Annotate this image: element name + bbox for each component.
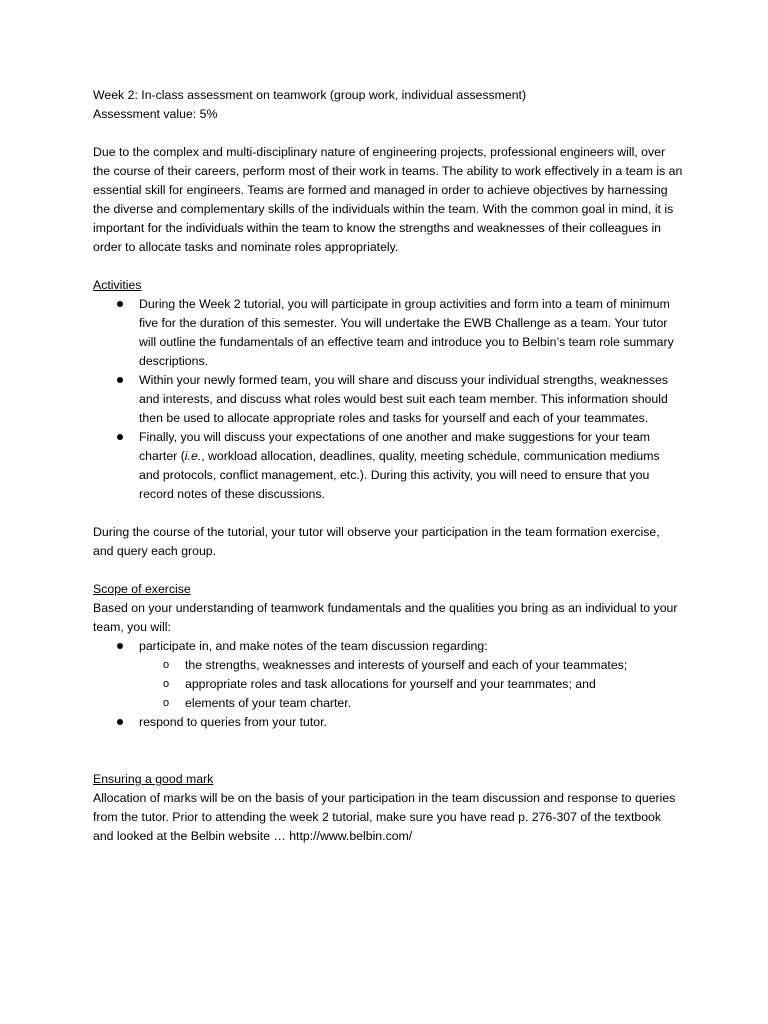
activity-item-italic: i.e. bbox=[184, 449, 202, 463]
scope-heading: Scope of exercise bbox=[93, 582, 191, 596]
activity-item-text: Finally, you will discuss your expectations of one another and make suggestions for your team charter ( bbox=[139, 430, 651, 463]
document-title: Week 2: In-class assessment on teamwork (group work, individual assessment) bbox=[93, 88, 527, 102]
scope-item: participate in, and make notes of the team discussion regarding: bbox=[93, 637, 683, 656]
activity-item-text: , workload allocation, deadlines, quality, meeting schedule, communication mediums and protocols, conflict management, etc.). During this activity, you will need to ensure that you record notes of these discussions. bbox=[139, 449, 660, 501]
assessment-value: Assessment value: 5% bbox=[93, 107, 218, 121]
activities-list bbox=[93, 295, 683, 504]
scope-intro: Based on your understanding of teamwork fundamentals and the qualities you bring as an individual to your team, you will: bbox=[93, 601, 678, 634]
activities-heading: Activities bbox=[93, 278, 142, 292]
activity-item: Within your newly formed team, you will share and discuss your individual strengths, weaknesses and interests, and discuss what roles would best suit each team member. This information should then be used to allocate appropriate roles and tasks for yourself and each of your teammates. bbox=[93, 371, 683, 428]
scope-sub-item: o elements of your team charter. bbox=[93, 694, 683, 713]
observe-paragraph: During the course of the tutorial, your tutor will observe your participation in the team formation exercise, and query each group. bbox=[93, 525, 660, 558]
activity-item: During the Week 2 tutorial, you will participate in group activities and form into a team of minimum five for the duration of this semester. You will undertake the EWB Challenge as a team. Your tutor will outline the fundamentals of an effective team and introduce you to Belbin’s team role summary descriptions. bbox=[93, 295, 683, 371]
good-mark-paragraph: Allocation of marks will be on the basis of your participation in the team discussion and response to queries from the tutor. Prior to attending the week 2 tutorial, make sure you have read p. 276-307 of the textbook and looked at the Belbin website … http://www.belbin.com/ bbox=[93, 791, 676, 843]
good-mark-heading: Ensuring a good mark bbox=[93, 772, 214, 786]
activity-item bbox=[93, 428, 683, 504]
scope-item: respond to queries from your tutor. bbox=[93, 713, 683, 732]
document-page bbox=[93, 86, 683, 846]
scope-list bbox=[93, 637, 683, 732]
scope-sub-item: o the strengths, weaknesses and interests of yourself and each of your teammates; bbox=[93, 656, 683, 675]
scope-sub-item: o appropriate roles and task allocations for yourself and your teammates; and bbox=[93, 675, 683, 694]
intro-paragraph: Due to the complex and multi-disciplinary nature of engineering projects, professional engineers will, over the course of their careers, perform most of their work in teams. The ability to work effectively in a team is an essential skill for engineers. Teams are formed and managed in order to achieve objectives by harnessing the diverse and complementary skills of the individuals within the team. With the common goal in mind, it is important for the individuals within the team to know the strengths and weaknesses of their colleagues in order to allocate tasks and nominate roles appropriately. bbox=[93, 145, 683, 254]
